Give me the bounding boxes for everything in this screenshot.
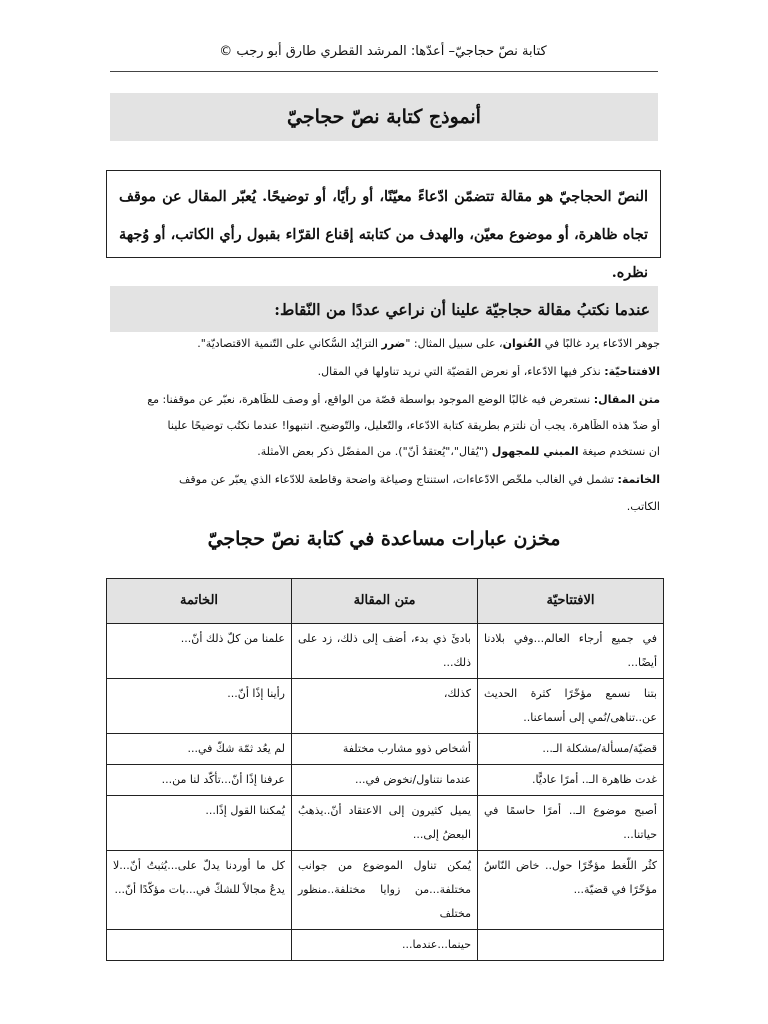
points-heading: عندما نكتبُ مقالة حجاجيّة علينا أن نراعي عددًا من النّقاط: (274, 299, 650, 319)
table-cell: عندما نتناول/نخوض في... (292, 765, 478, 796)
point-conclusion-line-2: الكاتب. (626, 500, 660, 513)
table-cell (478, 930, 664, 961)
definition-box: النصّ الحجاجيّ هو مقالة تتضمّن ادّعاءً معيّنًا، أو رأيًا، أو توضيحًا. يُعبّر المقال عن موقف تجاه ظاهرة، أو موضوع معيّن، والهدف من كتابته إقناع القرّاء بقبول رأي الكاتب، أو وُجهة نظره. (106, 170, 661, 258)
table-row (107, 930, 664, 961)
phrases-table (106, 578, 664, 961)
table-cell: علمنا من كلّ ذلك أنّ... (107, 624, 292, 679)
table-cell: كل ما أوردنا يدلّ على...يُثبتُ أنّ...لا يدعُ مجالاً للشكّ في...بات مؤكّدًا أنّ... (107, 851, 292, 930)
table-cell: حينما...عندما... (292, 930, 478, 961)
table-cell: أشخاص ذوو مشارب مختلفة (292, 734, 478, 765)
table-row (107, 624, 664, 679)
table-row (107, 851, 664, 930)
title-band (110, 93, 658, 141)
table-cell: أصبح موضوع الـ.. أمرًا حاسمًا في حياتنا... (478, 796, 664, 851)
table-title: مخزن عبارات مساعدة في كتابة نصّ حجاجيّ (207, 528, 561, 550)
table-row (107, 679, 664, 734)
table-cell (107, 930, 292, 961)
table-row (107, 765, 664, 796)
table-cell: لم يعُد ثمّة شكّ في... (107, 734, 292, 765)
point-conclusion-line-1: الخاتمة: تشمل في الغالب ملخّص الادّعاءات، استنتاج وصياغة واضحة وقاطعة للادّعاء الذي يعبّر عن موقف (179, 473, 660, 486)
table-cell: يُمكن تناول الموضوع من جوانب مختلفة...من زوايا مختلفة..منظور مختلف (292, 851, 478, 930)
col-header-opening: الافتتاحيّة (478, 579, 664, 624)
table-cell: عرفنا إذًا أنّ...تأكّد لنا من... (107, 765, 292, 796)
point-title-line: جوهر الادّعاء يرد غالبًا في العُنوان، على سبيل المثال: "ضرر التزايُد السُّكاني على التّنمية الاقتصاديّة". (197, 337, 660, 350)
point-body-line-3: ان نستخدم صيغة المبني للمجهول ("يُقال"،"يُعتقدُ أنّ"). من المفضّل ذكر بعض الأمثلة. (257, 445, 660, 458)
table-cell: رأينا إذًا أنّ... (107, 679, 292, 734)
table-cell: بادئَ ذي بدء، أضف إلى ذلك، زد على ذلك... (292, 624, 478, 679)
table-cell: قضيّة/مسألة/مشكلة الـ... (478, 734, 664, 765)
table-header-row (107, 579, 664, 624)
table-cell: يميل كثيرون إلى الاعتقاد أنّ..يذهبُ البعضُ إلى... (292, 796, 478, 851)
col-header-body: متن المقالة (292, 579, 478, 624)
point-body-line-1: متن المقال: نستعرض فيه غالبًا الوضع الموجود بواسطة قصّة من الواقع، أو وصف للظّاهرة، نعبّر عن موقفنا: مع (147, 393, 660, 406)
point-opening-line: الافتتاحيّة: نذكر فيها الادّعاء، أو نعرض القضيّة التي نريد تناولها في المقال. (317, 365, 660, 378)
col-header-conclusion: الخاتمة (107, 579, 292, 624)
table-cell: كثُر اللّغط مؤخّرًا حول.. خاض النّاسُ مؤخّرًا في قضيّة... (478, 851, 664, 930)
header-divider (110, 71, 658, 72)
table-row (107, 796, 664, 851)
points-heading-band (110, 286, 658, 332)
table-cell: كذلك، (292, 679, 478, 734)
page-header: كتابة نصّ حجاجيّ– أعدّها: المرشد القطري طارق أبو رجب © (219, 44, 547, 59)
table-cell: يُمكننا القول إذًا... (107, 796, 292, 851)
table-cell: غدت ظاهرة الـ.. أمرًا عاديًّا. (478, 765, 664, 796)
table-row (107, 734, 664, 765)
table-cell: في جميع أرجاء العالم...وفي بلادنا أيضًا... (478, 624, 664, 679)
table-cell: بتنا نسمع مؤخّرًا كثرة الحديث عن..تناهى/نُمي إلى أسماعنا.. (478, 679, 664, 734)
page-title: أنموذج كتابة نصّ حجاجيّ (287, 106, 481, 128)
point-body-line-2: أو ضدّ هذه الظّاهرة. يجب أن نلتزم بطريقة كتابة الادّعاء، والتّعليل، والتّوضيح. انتبهوا! عندما نكتُب توضيحًا علينا (167, 419, 660, 432)
